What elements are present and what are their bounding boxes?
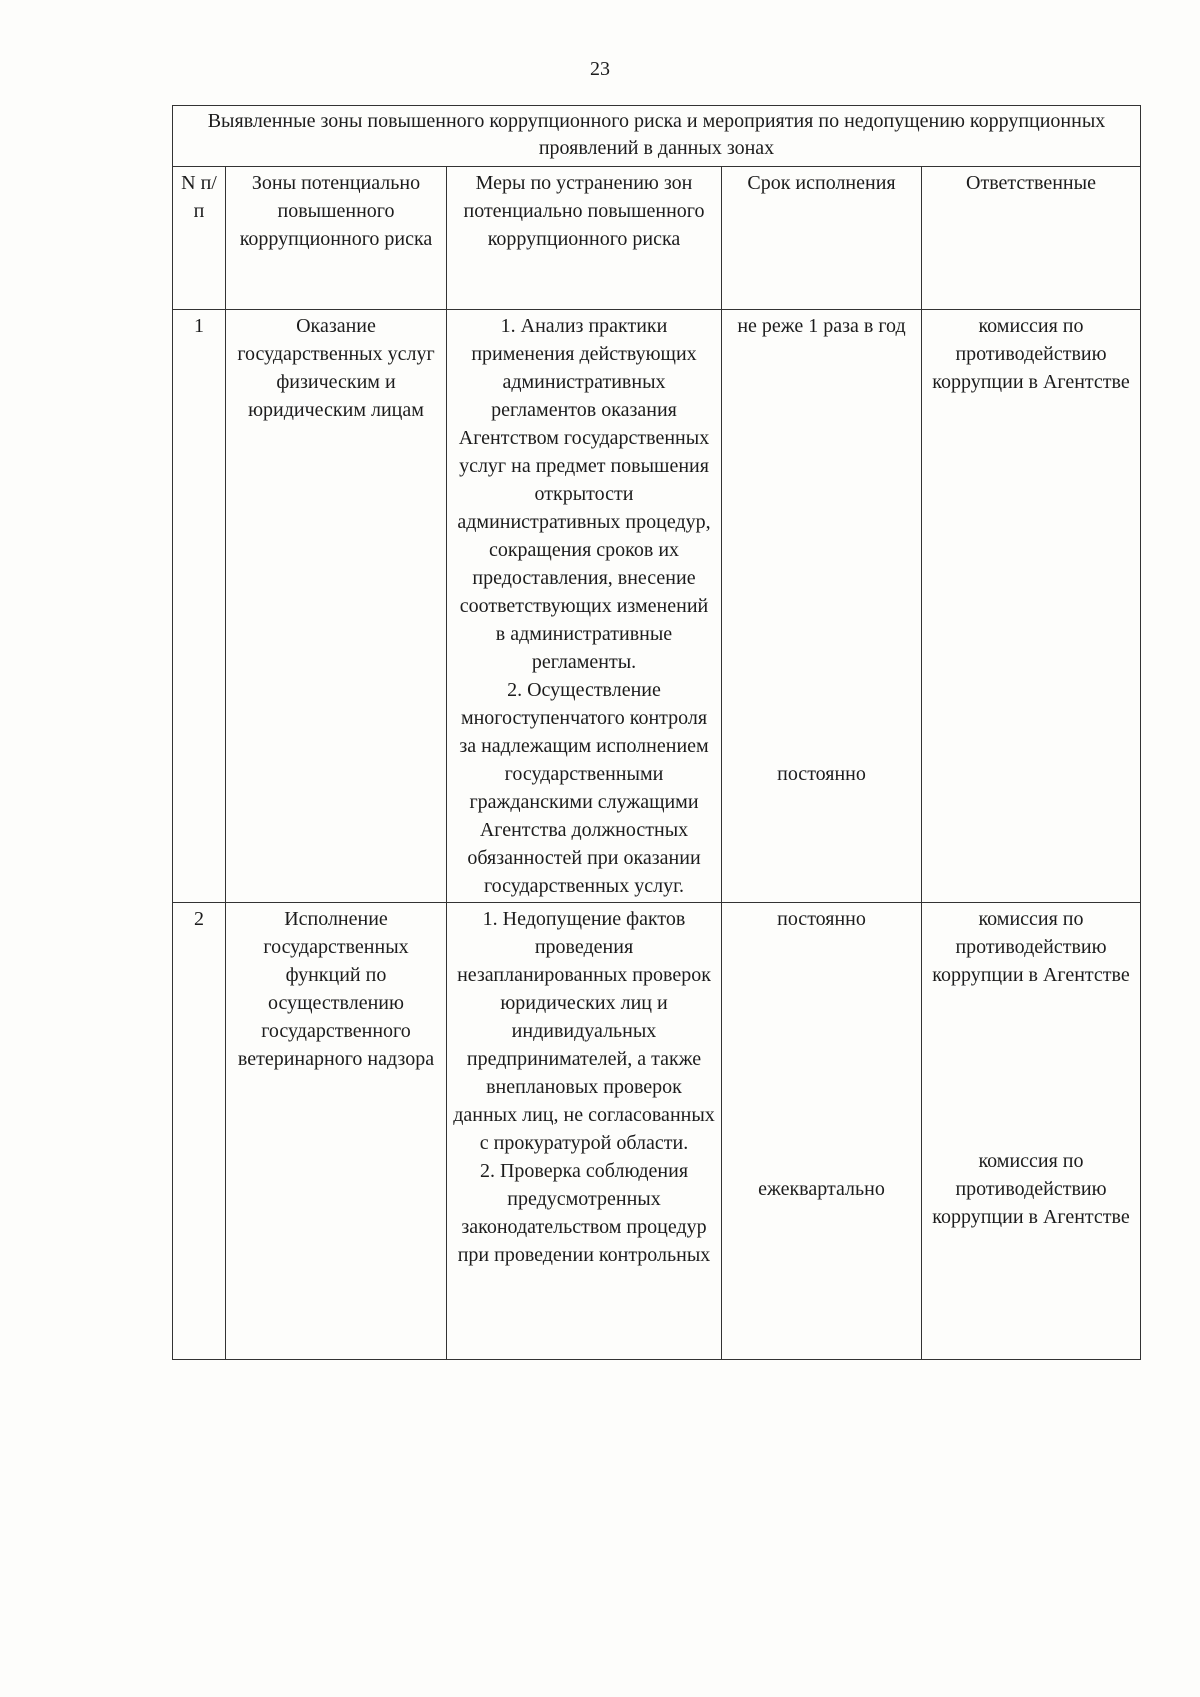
measure-item: 2. Проверка соблюдения предусмотренных законодательством процедур при проведении контрольных — [457, 1160, 711, 1266]
row-responsible — [922, 903, 1141, 1360]
row-responsible — [922, 310, 1141, 903]
table-header-row — [173, 167, 1141, 310]
row-deadline — [722, 310, 922, 903]
deadline-item: постоянно — [777, 908, 866, 930]
header-responsible: Ответственные — [922, 167, 1141, 310]
measure-item: 2. Осуществление многоступенчатого контроля за надлежащим исполнением государственными гражданскими служащими Агентства должностных обязанностей при оказании государственных услуг. — [459, 679, 709, 897]
row-zone: Исполнение государственных функций по осуществлению государственного ветеринарного надзора — [226, 903, 447, 1360]
table-row — [173, 310, 1141, 903]
table-row — [173, 903, 1141, 1360]
page-number: 23 — [590, 58, 610, 80]
header-zone: Зоны потенциально повышенного коррупционного риска — [226, 167, 447, 310]
responsible-item: комиссия по противодействию коррупции в Агентстве — [932, 908, 1130, 986]
row-measures — [447, 310, 722, 903]
measure-item: 1. Недопущение фактов проведения незапланированных проверок юридических лиц и индивидуальных предпринимателей, а также внеплановых проверок данных лиц, не согласованных с прокуратурой области. — [453, 908, 715, 1154]
row-num: 2 — [173, 903, 226, 1360]
row-deadline — [722, 903, 922, 1360]
row-num: 1 — [173, 310, 226, 903]
row-zone: Оказание государственных услуг физическим и юридическим лицам — [226, 310, 447, 903]
header-num: N п/п — [173, 167, 226, 310]
deadline-item: постоянно — [777, 763, 866, 785]
table-caption: Выявленные зоны повышенного коррупционного риска и мероприятия по недопущению коррупционных проявлений в данных зонах — [173, 106, 1141, 167]
row-measures — [447, 903, 722, 1360]
deadline-item: не реже 1 раза в год — [737, 315, 906, 337]
measure-item: 1. Анализ практики применения действующих административных регламентов оказания Агентством государственных услуг на предмет повышения открытости административных процедур, сокращения сроков их предоставления, внесение соответствующих изменений в административные регламенты. — [457, 315, 711, 673]
deadline-item: ежеквартально — [758, 1178, 885, 1200]
responsible-item: комиссия по противодействию коррупции в Агентстве — [932, 1150, 1130, 1228]
table-caption-row — [173, 106, 1141, 167]
responsible-item: комиссия по противодействию коррупции в Агентстве — [932, 315, 1130, 393]
header-deadline: Срок исполнения — [722, 167, 922, 310]
risk-zones-table — [172, 105, 1141, 1360]
header-measures: Меры по устранению зон потенциально повышенного коррупционного риска — [447, 167, 722, 310]
